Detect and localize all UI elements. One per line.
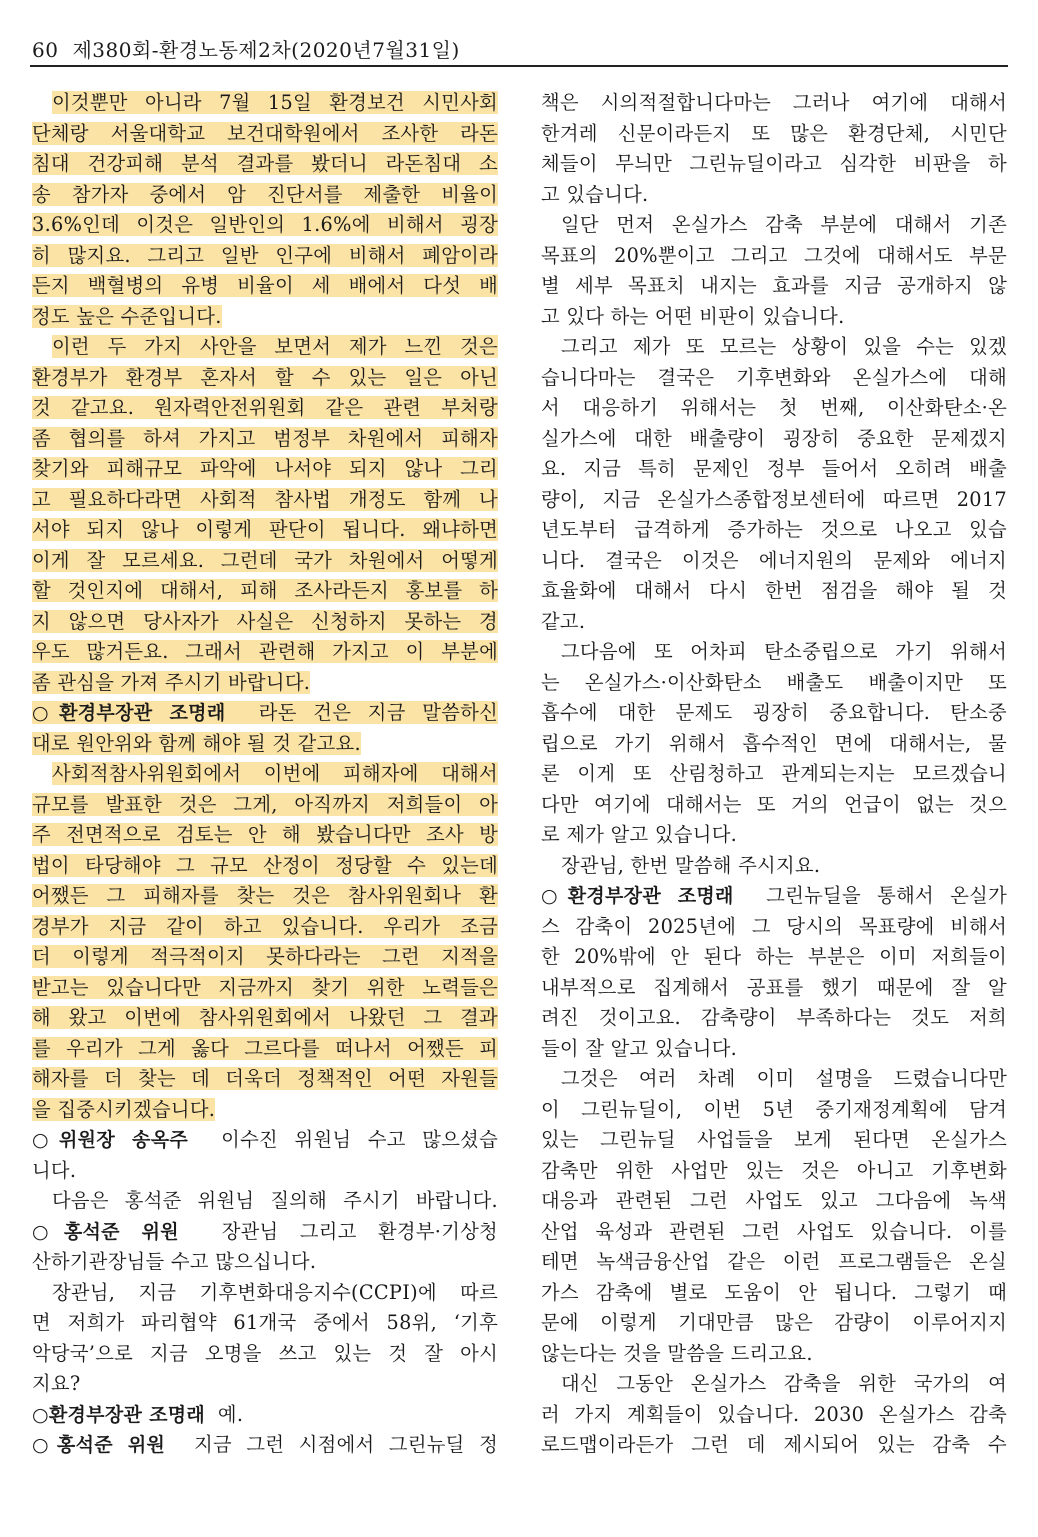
line-content: 러 가지 계획들이 있습니다. 2030 온실가스 감축	[541, 1402, 1007, 1426]
line-content: 좀 관심을 가져 주시기 바랍니다.	[32, 670, 311, 694]
text-line	[32, 546, 498, 577]
line-text	[32, 1433, 498, 1456]
line-content: 사회적참사위원회에서 이번에 피해자에 대해서	[52, 762, 498, 785]
line-content: 니다.	[32, 1158, 77, 1182]
text-line	[541, 1125, 1007, 1156]
line-content: 실가스에 대한 배출량이 굉장히 중요한 문제겠지	[541, 426, 1007, 450]
highlighted-text	[32, 152, 498, 175]
line-text	[541, 671, 1007, 694]
line-content: 려진 것이고요. 감축량이 부족하다는 것도 저희	[541, 1006, 1007, 1029]
line-content: 않는다는 것을 말씀을 드리고요.	[541, 1341, 813, 1365]
line-content: 이런 두 가지 사안을 보면서 제가 느낀 것은	[52, 335, 498, 358]
line-content: 악당국’으로 지금 오명을 쓰고 있는 것 잘 아시	[32, 1341, 498, 1365]
text-line	[541, 698, 1007, 729]
text-line	[541, 393, 1007, 424]
highlighted-text	[32, 701, 498, 724]
highlighted-text	[32, 244, 498, 267]
line-text	[541, 366, 1007, 389]
right-column	[541, 88, 1007, 1461]
line-content: 그다음에 또 어차피 탄소중립으로 가기 위해서	[561, 640, 1007, 663]
line-content: 을 집중시키겠습니다.	[32, 1097, 216, 1121]
line-text	[561, 854, 820, 877]
line-content: 지요?	[32, 1372, 81, 1395]
left-column	[32, 88, 498, 1461]
highlighted-text	[32, 396, 498, 419]
text-line	[32, 88, 498, 119]
line-content: 별 세부 목표치 내지는 효과를 지금 공개하지 않	[541, 274, 1007, 297]
highlighted-text	[32, 488, 498, 511]
line-content: 스 감축이 2025년에 그 당시의 목표량에 비해서	[541, 914, 1007, 938]
line-content: 로 제가 알고 있습니다.	[541, 823, 738, 846]
text-line	[32, 424, 498, 455]
text-line	[32, 119, 498, 150]
text-line	[32, 759, 498, 790]
text-line	[541, 454, 1007, 485]
line-text	[541, 1250, 1007, 1273]
text-line	[32, 454, 498, 485]
text-line	[32, 698, 498, 729]
line-content: 론 이게 또 산림청하고 관계되는지는 모르겠습니	[541, 762, 1007, 785]
line-text	[32, 1403, 243, 1426]
line-content: 서 대응하기 위해서는 첫 번째, 이산화탄소·온	[541, 396, 1007, 419]
highlighted-text	[32, 915, 498, 938]
text-line	[541, 1003, 1007, 1034]
text-line	[32, 1034, 498, 1065]
text-line	[32, 1369, 498, 1400]
line-content: 일단 먼저 온실가스 감축 부분에 대해서 기존	[561, 213, 1007, 236]
line-content: 한겨레 신문이라든지 또 많은 환경단체, 시민단	[541, 121, 1007, 145]
text-line	[541, 1034, 1007, 1065]
session-title: 제380회-환경노동제2차(2020년7월31일)	[72, 38, 460, 62]
line-content: 내부적으로 집계해서 공표를 했기 때문에 잘 알	[541, 975, 1007, 999]
text-line	[541, 332, 1007, 363]
line-content: 든지 백혈병의 유병 비율이 세 배에서 다섯 배	[32, 274, 498, 297]
text-line	[541, 881, 1007, 912]
line-text	[32, 1342, 498, 1365]
highlighted-text	[32, 884, 498, 907]
text-line	[541, 485, 1007, 516]
line-content: 다만 여기에 대해서는 또 거의 언급이 없는 것으	[541, 792, 1007, 816]
line-text	[541, 1311, 1007, 1334]
line-text	[541, 610, 585, 633]
text-line	[541, 119, 1007, 150]
text-line	[32, 820, 498, 851]
text-line	[32, 607, 498, 638]
line-content: 로드맵이라든가 그런 데 제시되어 있는 감축 수	[541, 1433, 1007, 1456]
line-content: 주 전면적으로 검토는 안 해 봤습니다만 조사 방	[32, 823, 498, 846]
text-line	[541, 1339, 1007, 1370]
line-content: 문에 이렇게 기대만큼 많은 감량이 이루어지지	[541, 1311, 1007, 1334]
line-content: 대로 원안위와 함께 해야 될 것 같고요.	[32, 731, 361, 755]
line-content: 대응과 관련된 그런 사업도 있고 그다음에 녹색	[541, 1189, 1007, 1212]
line-content: 그것은 여러 차례 이미 설명을 드렸습니다만	[561, 1067, 1007, 1090]
line-text	[541, 427, 1007, 450]
text-line	[541, 668, 1007, 699]
text-line	[541, 302, 1007, 333]
line-text	[32, 1250, 316, 1273]
highlighted-text	[32, 945, 498, 968]
line-text	[561, 1067, 1007, 1090]
line-text	[541, 945, 1007, 968]
text-line	[32, 1247, 498, 1278]
line-content: 감축만 위한 사업만 있는 것은 아니고 기후변화	[541, 1158, 1007, 1182]
line-content: 것 같고요. 원자력안전위원회 같은 관련 부처랑	[32, 396, 498, 419]
line-content: 고 있습니다.	[541, 182, 649, 206]
highlighted-text	[32, 1006, 498, 1029]
line-text	[32, 1311, 498, 1334]
text-line	[541, 1217, 1007, 1248]
line-text	[541, 762, 1007, 785]
line-content: 같고.	[541, 609, 586, 633]
line-content: 고 필요하다라면 사회적 참사법 개정도 함께 나	[32, 487, 498, 511]
text-line	[32, 1308, 498, 1339]
line-text	[561, 1372, 1007, 1395]
speaker-name: ○환경부장관 조명래	[32, 702, 226, 724]
text-line	[32, 576, 498, 607]
line-content: 년도부터 급격하게 증가하는 것으로 나오고 있습	[541, 518, 1007, 541]
line-content: 들이 잘 알고 있습니다.	[541, 1036, 738, 1060]
line-text	[541, 701, 1007, 724]
line-text	[32, 1159, 76, 1182]
line-text	[541, 1281, 1007, 1304]
text-line	[541, 1308, 1007, 1339]
line-content: 서야 되지 않나 이렇게 판단이 됩니다. 왜냐하면	[32, 518, 498, 541]
text-line	[541, 1400, 1007, 1431]
text-line	[32, 1430, 498, 1461]
line-text	[541, 1098, 1007, 1121]
text-line	[541, 1278, 1007, 1309]
line-text	[52, 1281, 498, 1304]
highlighted-text	[32, 1098, 215, 1121]
line-content: 환경부가 환경부 혼자서 할 수 있는 일은 아닌	[32, 365, 498, 389]
text-line	[32, 1186, 498, 1217]
text-line	[32, 271, 498, 302]
line-content: 효율화에 대해서 다시 한번 점검을 해야 될 것	[541, 579, 1007, 602]
line-content: 한 20%밖에 안 된다 하는 부분은 이미 저희들이	[541, 945, 1007, 968]
highlighted-text	[32, 457, 498, 480]
text-line	[32, 851, 498, 882]
highlighted-text	[32, 854, 498, 877]
line-text	[541, 884, 1007, 907]
line-content: 이게 잘 모르세요. 그런데 국가 차원에서 어떻게	[32, 548, 498, 572]
line-content: 더 이렇게 적극적이지 못하다라는 그런 지적을	[32, 945, 498, 968]
line-content: 면 저희가 파리협약 61개국 중에서 58위, ‘기후	[32, 1311, 498, 1334]
highlighted-text	[32, 518, 498, 541]
text-line	[32, 210, 498, 241]
line-text	[541, 457, 1007, 480]
line-text	[541, 305, 845, 328]
text-line	[32, 637, 498, 668]
text-line	[541, 546, 1007, 577]
text-line	[541, 180, 1007, 211]
line-text	[541, 1342, 813, 1365]
line-text	[541, 1189, 1007, 1212]
highlighted-text	[32, 122, 498, 145]
highlighted-text	[32, 427, 498, 450]
text-line	[32, 790, 498, 821]
line-content: 량이, 지금 온실가스종합정보센터에 따르면 2017	[541, 487, 1007, 511]
line-content: 어쨌든 그 피해자를 찾는 것은 참사위원회나 환	[32, 884, 498, 907]
highlighted-text	[32, 976, 498, 999]
line-text	[541, 1403, 1007, 1426]
line-content: 장관님 그리고 환경부·기상청	[221, 1219, 498, 1243]
text-line	[541, 1247, 1007, 1278]
line-content: 산하기관장님들 수고 많으십니다.	[32, 1250, 317, 1273]
line-content: 정도 높은 수준입니다.	[32, 304, 222, 328]
text-line	[32, 180, 498, 211]
line-content: 우도 많거든요. 그래서 관련해 가지고 이 부분에	[32, 640, 498, 663]
line-content: 할 것인지에 대해서, 피해 조사라든지 홍보를 하	[32, 579, 498, 602]
line-content: 규모를 발표한 것은 그게, 아직까지 저희들이 아	[32, 792, 498, 816]
text-line	[32, 973, 498, 1004]
text-line	[32, 1064, 498, 1095]
highlighted-text	[32, 549, 498, 572]
line-content: 받고는 있습니다만 지금까지 찾기 위한 노력들은	[32, 975, 498, 999]
speaker-name: ○위원장 송옥주	[32, 1129, 189, 1151]
text-line	[541, 363, 1007, 394]
line-content: 경부가 지금 같이 하고 있습니다. 우리가 조금	[32, 914, 498, 938]
text-line	[32, 393, 498, 424]
text-line	[32, 881, 498, 912]
line-content: 이수진 위원님 수고 많으셨습	[221, 1128, 498, 1151]
highlighted-text	[32, 579, 498, 602]
line-text	[32, 1372, 81, 1395]
speaker-name: ○환경부장관 조명래	[541, 885, 734, 907]
text-line	[541, 424, 1007, 455]
text-line	[541, 149, 1007, 180]
page-number: 60	[32, 38, 59, 62]
line-content: 목표의 20%뿐이고 그리고 그것에 대해서도 부문	[541, 243, 1007, 267]
highlighted-text	[32, 610, 498, 633]
line-text	[541, 488, 1007, 511]
line-content: 찾기와 피해규모 파악에 나서야 되지 않나 그리	[32, 457, 498, 480]
text-line	[541, 1064, 1007, 1095]
text-line	[541, 607, 1007, 638]
line-text	[541, 1220, 1007, 1243]
line-text	[561, 335, 1007, 358]
line-text	[541, 915, 1007, 938]
line-text	[541, 1006, 1007, 1029]
line-content: 다음은 홍석준 위원님 질의해 주시기 바랍니다.	[52, 1189, 498, 1212]
line-content: 이것뿐만 아니라 7월 15일 환경보건 시민사회	[52, 91, 498, 114]
text-line	[541, 210, 1007, 241]
text-line	[541, 1369, 1007, 1400]
text-line	[32, 942, 498, 973]
highlighted-text	[32, 274, 498, 297]
line-content: 예.	[217, 1402, 244, 1426]
line-content: 단체랑 서울대학교 보건대학원에서 조사한 라돈	[32, 121, 498, 145]
highlighted-text	[32, 640, 498, 663]
text-line	[32, 729, 498, 760]
line-content: 장관님, 지금 기후변화대응지수(CCPI)에 따르	[52, 1280, 498, 1304]
line-text	[541, 152, 1007, 175]
highlighted-text	[32, 823, 498, 846]
line-text	[541, 549, 1007, 572]
text-line	[541, 271, 1007, 302]
text-line	[541, 790, 1007, 821]
text-line	[32, 485, 498, 516]
text-line	[32, 363, 498, 394]
line-content: 는 온실가스·이산화탄소 배출도 배출이지만 또	[541, 670, 1007, 694]
highlighted-text	[32, 671, 310, 694]
line-content: 지금 그런 시점에서 그린뉴딜 정	[194, 1433, 498, 1456]
text-line	[541, 515, 1007, 546]
highlighted-text	[52, 91, 498, 114]
line-content: 좀 협의를 하셔 가지고 범정부 차원에서 피해자	[32, 426, 498, 450]
line-text	[541, 1159, 1007, 1182]
line-text	[541, 823, 737, 846]
speaker-name: ○홍석준 위원	[32, 1220, 179, 1243]
line-content: 습니다마는 결국은 기후변화와 온실가스에 대해	[541, 365, 1007, 389]
line-text	[541, 976, 1007, 999]
highlighted-text	[32, 305, 222, 328]
line-text	[541, 1433, 1007, 1456]
text-line	[541, 942, 1007, 973]
line-content: 3.6%인데 이것은 일반인의 1.6%에 비해서 굉장	[32, 213, 498, 236]
text-line	[32, 668, 498, 699]
text-line	[541, 759, 1007, 790]
text-line	[541, 1430, 1007, 1461]
highlighted-text	[32, 183, 498, 206]
text-line	[541, 912, 1007, 943]
line-text	[541, 122, 1007, 145]
line-content: 해 왔고 이번에 참사위원회에서 나왔던 그 결과	[32, 1006, 498, 1029]
header-divider	[30, 65, 1008, 67]
line-content: 고 있다 하는 어떤 비판이 있습니다.	[541, 304, 845, 328]
line-content: 있는 그린뉴딜 사업들을 보게 된다면 온실가스	[541, 1128, 1007, 1151]
line-text	[541, 183, 649, 206]
line-content: 대신 그동안 온실가스 감축을 위한 국가의 여	[561, 1372, 1007, 1395]
text-line	[32, 1339, 498, 1370]
line-content: 를 우리가 그게 옳다 그르다를 떠나서 어쨌든 피	[32, 1036, 498, 1060]
line-content: 요. 지금 특히 문제인 정부 들어서 오히려 배출	[541, 457, 1007, 480]
line-content: 라돈 건은 지금 말씀하신	[258, 701, 498, 724]
line-text	[561, 640, 1007, 663]
line-text	[541, 793, 1007, 816]
highlighted-text	[32, 1037, 498, 1060]
text-line	[32, 332, 498, 363]
highlighted-text	[32, 1067, 498, 1090]
text-line	[32, 1125, 498, 1156]
line-text	[541, 518, 1007, 541]
line-text	[541, 396, 1007, 419]
text-line	[32, 149, 498, 180]
line-content: 책은 시의적절합니다마는 그러나 여기에 대해서	[541, 91, 1007, 114]
text-line	[32, 912, 498, 943]
text-line	[32, 241, 498, 272]
line-text	[52, 1189, 498, 1212]
text-line	[32, 1095, 498, 1126]
text-line	[32, 1003, 498, 1034]
line-content: 니다. 결국은 이것은 에너지원의 문제와 에너지	[541, 548, 1007, 572]
line-content: 그리고 제가 또 모르는 상황이 있을 수는 있겠	[561, 335, 1007, 358]
line-text	[541, 1037, 737, 1060]
line-text	[32, 1128, 498, 1151]
line-text	[32, 1220, 498, 1243]
line-text	[541, 274, 1007, 297]
text-line	[541, 820, 1007, 851]
line-content: 가스 감축에 별로 도움이 안 됩니다. 그렇기 때	[541, 1280, 1007, 1304]
text-line	[541, 241, 1007, 272]
line-content: 히 많지요. 그리고 일반 인구에 비해서 폐암이라	[32, 243, 498, 267]
text-line	[541, 973, 1007, 1004]
speaker-name: ○환경부장관 조명래	[32, 1403, 206, 1426]
line-text	[541, 91, 1007, 114]
line-content: 침대 건강피해 분석 결과를 봤더니 라돈침대 소	[32, 152, 498, 175]
highlighted-text	[32, 793, 498, 816]
speaker-name: ○홍석준 위원	[32, 1434, 166, 1456]
text-line	[32, 1156, 498, 1187]
text-line	[541, 729, 1007, 760]
line-content: 송 참가자 중에서 암 진단서를 제출한 비율이	[32, 182, 498, 206]
highlighted-text	[32, 732, 361, 755]
line-content: 흡수에 대한 문제도 굉장히 중요합니다. 탄소중	[541, 701, 1007, 724]
line-text	[541, 244, 1007, 267]
line-content: 산업 육성과 관련된 그런 사업도 있습니다. 이를	[541, 1219, 1007, 1243]
text-line	[32, 1400, 498, 1431]
text-line	[541, 88, 1007, 119]
text-line	[541, 1095, 1007, 1126]
text-line	[541, 1156, 1007, 1187]
text-line	[541, 851, 1007, 882]
line-text	[541, 579, 1007, 602]
line-text	[541, 732, 1007, 755]
text-line	[32, 1278, 498, 1309]
line-content: 장관님, 한번 말씀해 주시지요.	[561, 853, 821, 877]
line-content: 법이 타당해야 그 규모 산정이 정당할 수 있는데	[32, 853, 498, 877]
line-content: 체들이 무늬만 그린뉴딜이라고 심각한 비판을 하	[541, 152, 1007, 175]
page-header	[32, 34, 1007, 64]
line-content: 지 않으면 당사자가 사실은 신청하지 못하는 경	[32, 609, 498, 633]
line-content: 립으로 가기 위해서 흡수적인 면에 대해서는, 물	[541, 731, 1007, 755]
highlighted-text	[52, 762, 498, 785]
line-text	[541, 1128, 1007, 1151]
highlighted-text	[52, 335, 498, 358]
text-line	[541, 1186, 1007, 1217]
line-content: 이 그린뉴딜이, 이번 5년 중기재정계획에 담겨	[541, 1097, 1007, 1121]
text-line	[541, 576, 1007, 607]
line-content: 그린뉴딜을 통해서 온실가	[766, 884, 1007, 907]
highlighted-text	[32, 366, 498, 389]
text-line	[32, 1217, 498, 1248]
line-content: 해자를 더 찾는 데 더욱더 정책적인 어떤 자원들	[32, 1067, 498, 1090]
text-line	[32, 302, 498, 333]
text-line	[32, 515, 498, 546]
line-text	[561, 213, 1007, 236]
line-content: 테면 녹색금융산업 같은 이런 프로그램들은 온실	[541, 1250, 1007, 1273]
highlighted-text	[32, 213, 498, 236]
text-line	[541, 637, 1007, 668]
